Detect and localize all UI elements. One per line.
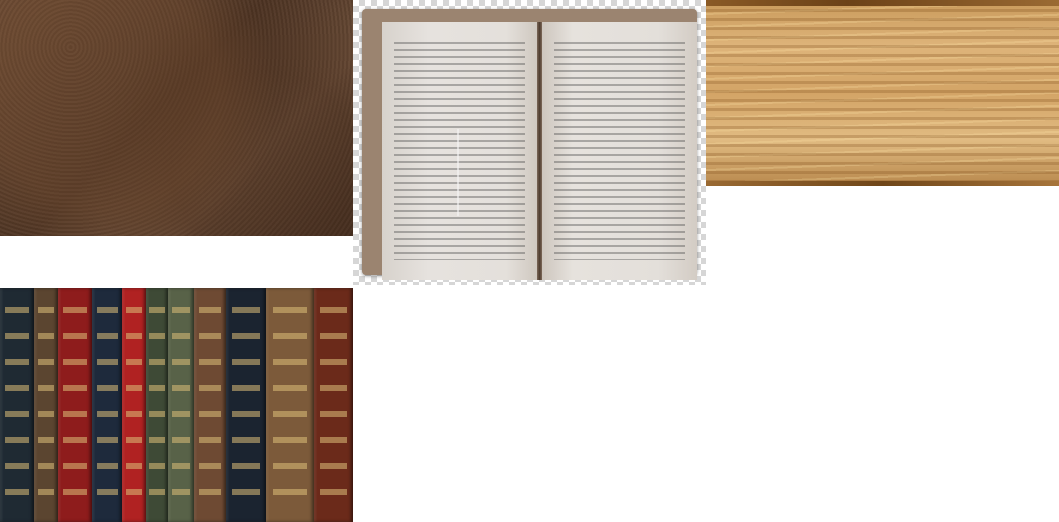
- wood-texture-image: [706, 0, 1059, 186]
- book-spine: [168, 288, 194, 522]
- book-spine: [194, 288, 226, 522]
- book-spines-image: [0, 288, 353, 522]
- book-spine: [146, 288, 168, 522]
- book-cover: [362, 9, 697, 275]
- leather-texture-image: [0, 0, 353, 236]
- book-spine: [34, 288, 58, 522]
- book-spine: [0, 288, 34, 522]
- right-page-text: [554, 42, 685, 260]
- book-spine: [92, 288, 122, 522]
- book-spine: [314, 288, 353, 522]
- book-spine: [122, 288, 146, 522]
- left-page-text: [394, 42, 525, 260]
- book-spine: [58, 288, 92, 522]
- right-page: [542, 22, 697, 280]
- book-spine: [266, 288, 314, 522]
- open-book-image: [353, 0, 706, 285]
- book-spine: [226, 288, 266, 522]
- left-page: [382, 22, 537, 280]
